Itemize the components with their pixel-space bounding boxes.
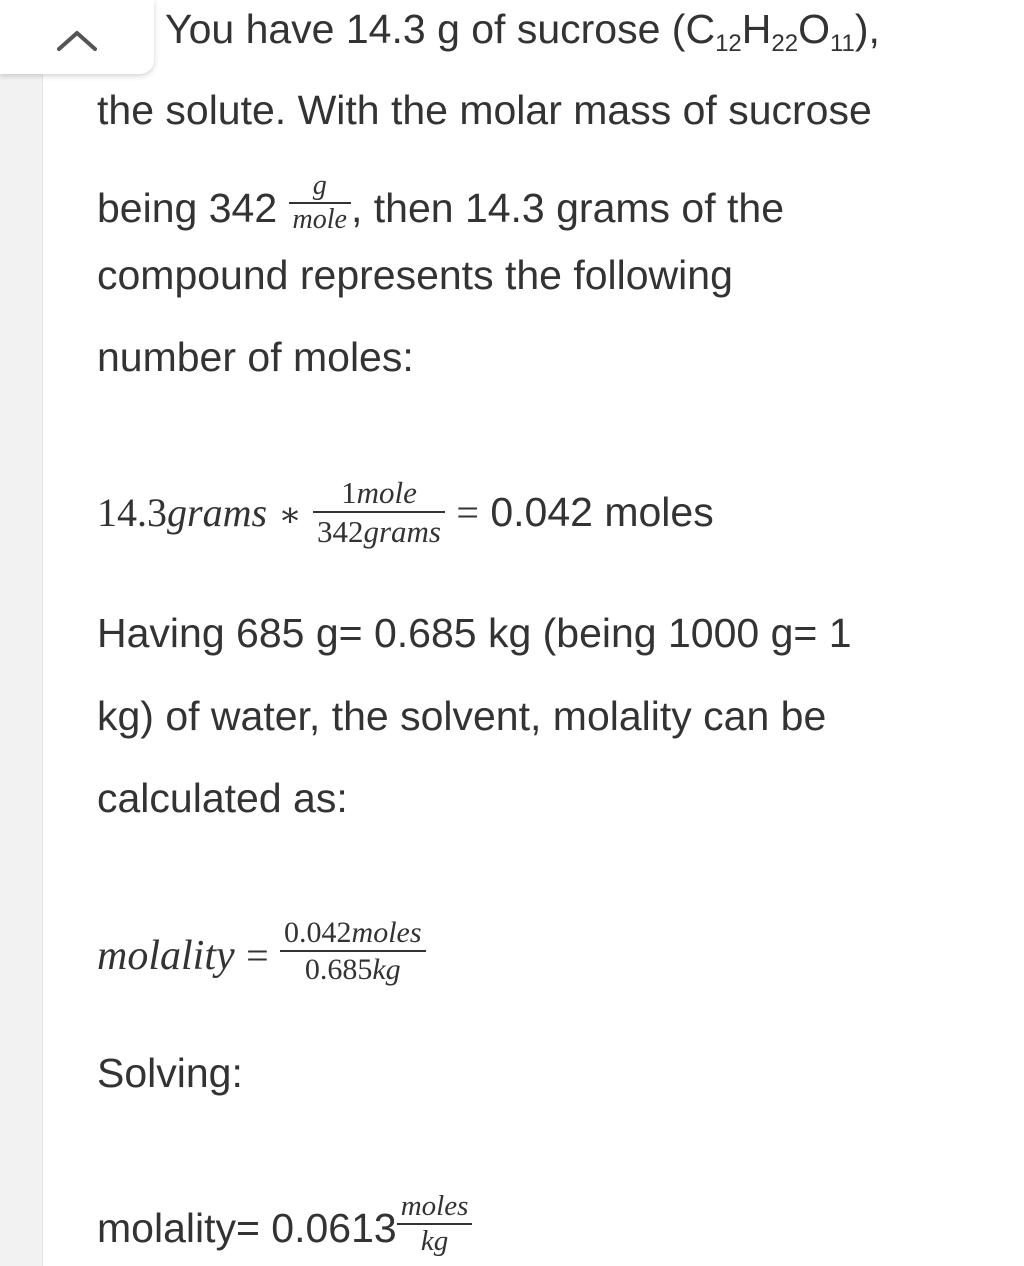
math-lhs: molality [97,933,235,979]
paragraph1-line3 [97,172,784,234]
text-run: O [798,6,830,52]
fraction-denominator [313,513,445,548]
text-run: H [741,6,772,52]
collapse-button[interactable] [0,0,154,74]
equals-sign: = [246,933,269,978]
paragraph2-line2: kg) of water, the solvent, molality can be [97,693,827,739]
subscript-o: 11 [829,30,855,57]
math-unit: moles [351,916,422,949]
fraction-denominator: kg [420,1225,449,1257]
solving-label: Solving: [97,1050,243,1096]
paragraph2-line3: calculated as: [97,775,348,821]
text-run: ), [854,6,880,52]
fraction-numerator: g [289,172,351,204]
equation-moles [97,476,714,548]
text-run: You have 14.3 g of sucrose (C [165,6,716,52]
unit-fraction [289,172,351,234]
math-number: 14.3 [97,490,167,535]
math-unit: grams [167,490,268,535]
fraction-numerator [280,917,426,952]
multiply-operator: ∗ [278,497,302,534]
conversion-fraction [313,476,445,548]
paragraph2-line1: Having 685 g= 0.685 kg (being 1000 g= 1 [97,610,852,656]
fraction-numerator: moles [397,1192,473,1225]
math-unit: grams [363,514,441,549]
text-run: , then 14.3 grams of the [350,185,785,231]
math-unit: kg [372,953,401,986]
math-number: 342 [316,514,364,549]
fraction-denominator [280,952,426,985]
paragraph1-line2: the solute. With the molar mass of sucrose [97,87,872,133]
math-unit: mole [356,475,417,510]
paragraph1-line4: compound represents the following [97,252,733,298]
equals-sign: = [456,490,479,535]
subscript-h: 22 [771,30,799,57]
text-run: being 342 [97,185,278,231]
chevron-up-icon [56,28,98,52]
math-number: 0.042 [284,916,352,949]
fraction-numerator [313,476,445,513]
math-number: 0.685 [304,953,373,986]
equation-molality [97,917,426,985]
final-result [97,1192,472,1256]
molality-fraction [280,917,426,985]
paragraph1-line5: number of moles: [97,334,414,380]
paragraph1-line1 [165,6,880,57]
result-value: molality= 0.0613 [97,1205,397,1251]
result-unit-fraction [397,1192,473,1256]
math-lhs [97,490,267,535]
math-number: 1 [341,475,357,510]
subscript-c: 12 [715,30,742,57]
fraction-denominator: mole [292,204,347,235]
equation-result: 0.042 moles [490,489,714,535]
